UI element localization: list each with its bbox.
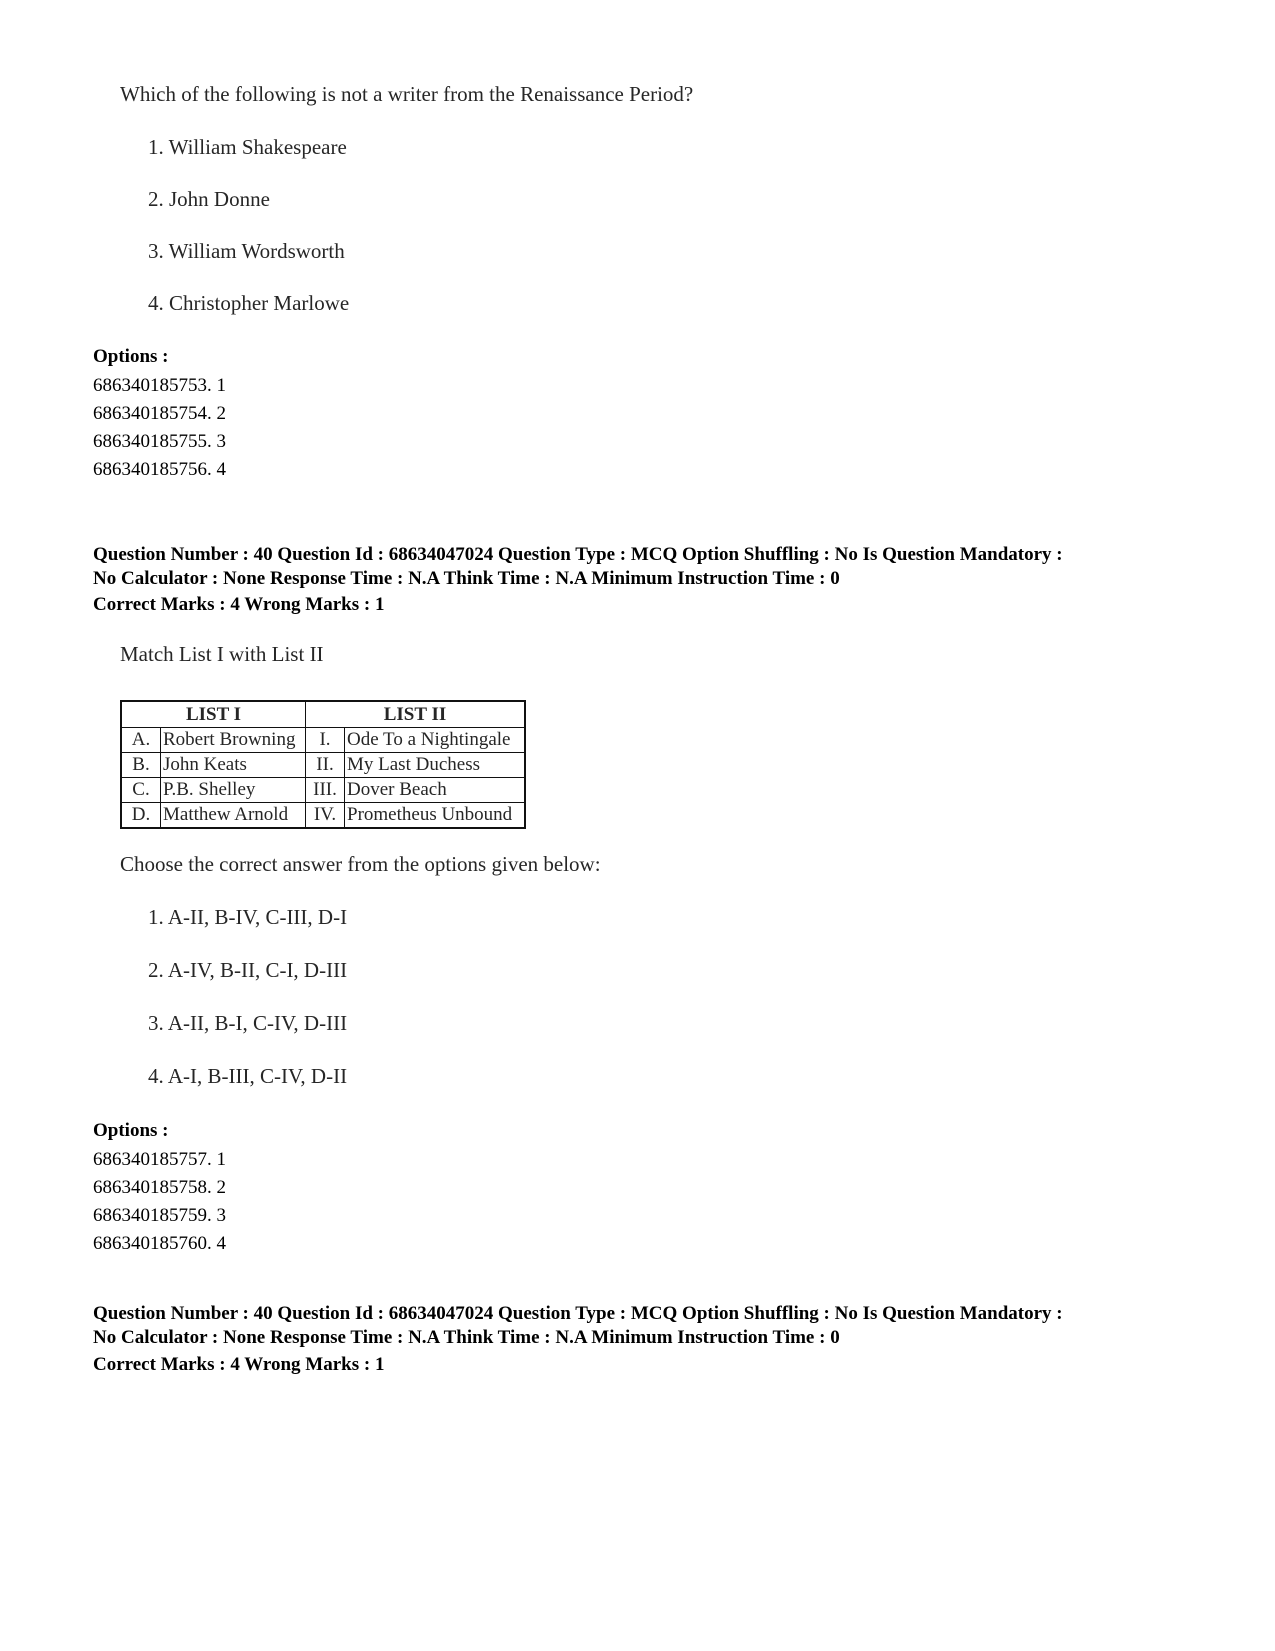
question-2-option: 686340185760. 4 (93, 1233, 226, 1254)
question-2-option: 686340185759. 3 (93, 1205, 226, 1226)
list-2-label: IV. (306, 803, 345, 829)
table-row (121, 728, 525, 753)
question-2-text: Match List I with List II (120, 642, 324, 666)
table-row (121, 753, 525, 778)
question-2-meta-line-2: No Calculator : None Response Time : N.A Think Time : N.A Minimum Instruction Time : 0 (93, 568, 840, 589)
list-2-item: Dover Beach (345, 778, 526, 803)
question-2-option: 686340185758. 2 (93, 1177, 226, 1198)
question-3-marks: Correct Marks : 4 Wrong Marks : 1 (93, 1354, 385, 1375)
list-1-label: B. (121, 753, 161, 778)
question-2-choice-3: 3. A-II, B-I, C-IV, D-III (148, 1011, 348, 1035)
question-2-meta (93, 543, 1063, 591)
list-1-label: A. (121, 728, 161, 753)
question-2-instruction: Choose the correct answer from the options given below: (120, 852, 601, 876)
question-2-choice-1: 1. A-II, B-IV, C-III, D-I (148, 905, 348, 929)
table-row (121, 778, 525, 803)
question-2-meta-line-1: Question Number : 40 Question Id : 68634047024 Question Type : MCQ Option Shuffling : No Is Question Mandatory : (93, 544, 1063, 565)
list-2-label: III. (306, 778, 345, 803)
question-1-text: Which of the following is not a writer from the Renaissance Period? (120, 82, 694, 106)
question-1-choice-4: 4. Christopher Marlowe (148, 291, 350, 315)
question-3-meta (93, 1302, 1063, 1350)
list-1-item: John Keats (161, 753, 306, 778)
question-2-options-list (93, 1146, 226, 1258)
question-1-choice-1: 1. William Shakespeare (148, 135, 347, 159)
list-1-item: Matthew Arnold (161, 803, 306, 829)
list-1-label: D. (121, 803, 161, 829)
question-1-option: 686340185754. 2 (93, 403, 226, 424)
question-2-choice-2: 2. A-IV, B-II, C-I, D-III (148, 958, 348, 982)
list-2-item: My Last Duchess (345, 753, 526, 778)
question-1-options-list (93, 372, 226, 484)
question-1-choice-3: 3. William Wordsworth (148, 239, 345, 263)
question-2-choice-4: 4. A-I, B-III, C-IV, D-II (148, 1064, 348, 1088)
list-1-header: LIST I (121, 701, 306, 728)
question-1-option: 686340185756. 4 (93, 459, 226, 480)
question-2-option: 686340185757. 1 (93, 1149, 226, 1170)
question-3-meta-line-1: Question Number : 40 Question Id : 68634047024 Question Type : MCQ Option Shuffling : No Is Question Mandatory : (93, 1303, 1063, 1324)
question-2-marks: Correct Marks : 4 Wrong Marks : 1 (93, 594, 385, 615)
question-3-meta-line-2: No Calculator : None Response Time : N.A Think Time : N.A Minimum Instruction Time : 0 (93, 1327, 840, 1348)
table-row (121, 803, 525, 829)
list-2-header: LIST II (306, 701, 526, 728)
question-1-option: 686340185753. 1 (93, 375, 226, 396)
list-2-item: Prometheus Unbound (345, 803, 526, 829)
list-2-label: I. (306, 728, 345, 753)
list-1-label: C. (121, 778, 161, 803)
question-1-option: 686340185755. 3 (93, 431, 226, 452)
match-table (120, 700, 526, 829)
list-1-item: P.B. Shelley (161, 778, 306, 803)
question-2-options-heading: Options : (93, 1120, 169, 1141)
question-1-choice-2: 2. John Donne (148, 187, 270, 211)
list-2-label: II. (306, 753, 345, 778)
list-1-item: Robert Browning (161, 728, 306, 753)
list-2-item: Ode To a Nightingale (345, 728, 526, 753)
match-table-header (121, 701, 525, 728)
question-1-options-heading: Options : (93, 346, 169, 367)
